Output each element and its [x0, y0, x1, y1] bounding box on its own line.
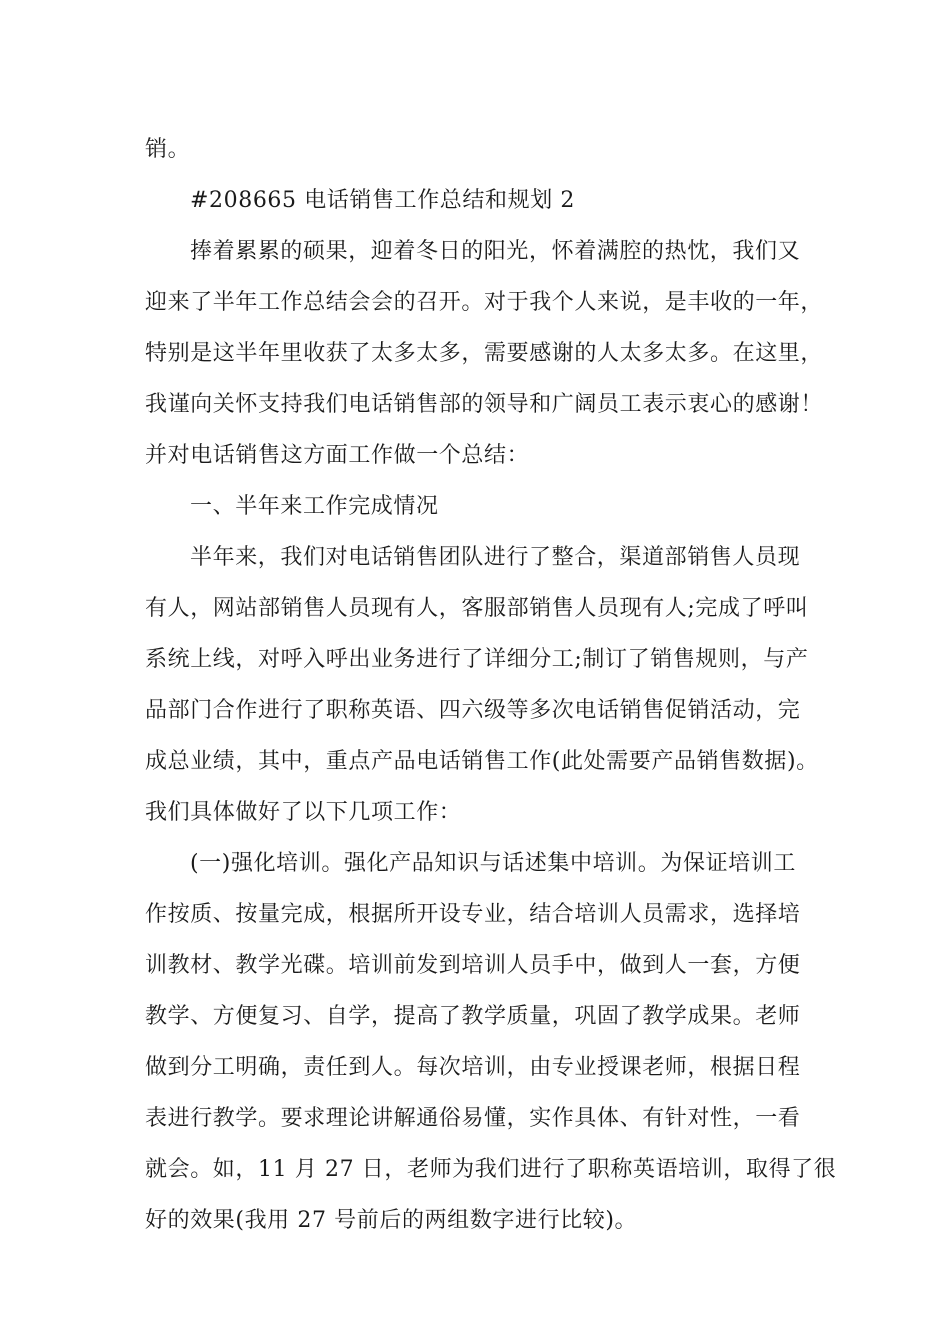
text-line: 作按质、按量完成，根据所开设专业，结合培训人员需求，选择培 — [145, 902, 801, 927]
text-line: 成总业绩，其中，重点产品电话销售工作(此处需要产品销售数据)。 — [145, 749, 819, 774]
subsection-heading: 一、半年来工作完成情况 — [190, 494, 439, 519]
text-line: 捧着累累的硕果，迎着冬日的阳光，怀着满腔的热忱，我们又 — [190, 239, 801, 264]
text-line: 教学、方便复习、自学，提高了教学质量，巩固了教学成果。老师 — [145, 1004, 801, 1029]
section-heading: #208665 电话销售工作总结和规划 2 — [190, 188, 576, 213]
text-line: 我们具体做好了以下几项工作： — [145, 800, 462, 825]
text-line: 好的效果(我用 27 号前后的两组数字进行比较)。 — [145, 1208, 638, 1233]
text-line: 并对电话销售这方面工作做一个总结： — [145, 443, 530, 468]
text-line: 做到分工明确，责任到人。每次培训，由专业授课老师，根据日程 — [145, 1055, 801, 1080]
text-line: 表进行教学。要求理论讲解通俗易懂，实作具体、有针对性，一看 — [145, 1106, 801, 1131]
text-line: 销。 — [145, 137, 191, 162]
text-line: (一)强化培训。强化产品知识与话述集中培训。为保证培训工 — [190, 851, 796, 876]
text-line: 迎来了半年工作总结会会的召开。对于我个人来说，是丰收的一年， — [145, 290, 824, 315]
text-line: 特别是这半年里收获了太多太多，需要感谢的人太多太多。在这里， — [145, 341, 824, 366]
text-line: 就会。如，11 月 27 日，老师为我们进行了职称英语培训，取得了很 — [145, 1157, 837, 1182]
text-line: 半年来，我们对电话销售团队进行了整合，渠道部销售人员现 — [190, 545, 801, 570]
text-line: 系统上线，对呼入呼出业务进行了详细分工;制订了销售规则，与产 — [145, 647, 809, 672]
text-line: 品部门合作进行了职称英语、四六级等多次电话销售促销活动，完 — [145, 698, 801, 723]
text-line: 我谨向关怀支持我们电话销售部的领导和广阔员工表示衷心的感谢！ — [145, 392, 824, 417]
text-line: 训教材、教学光碟。培训前发到培训人员手中，做到人一套，方便 — [145, 953, 801, 978]
text-line: 有人，网站部销售人员现有人，客服部销售人员现有人;完成了呼叫 — [145, 596, 809, 621]
